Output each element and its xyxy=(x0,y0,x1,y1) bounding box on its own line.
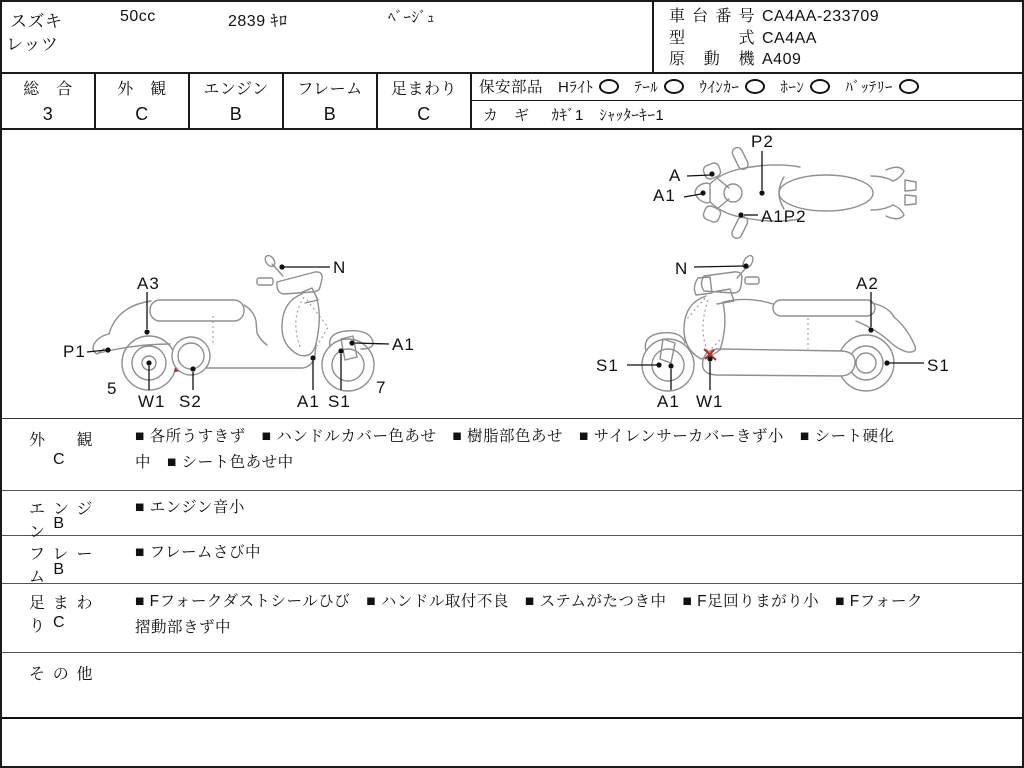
mark-label-a3: A3 xyxy=(137,274,160,293)
grade-engine xyxy=(190,72,284,130)
body-color: ﾍﾞｰｼﾞｭ xyxy=(388,9,436,26)
section-exterior-grade: C xyxy=(52,451,66,468)
chassis-number-value: CA4AA-233709 xyxy=(762,8,880,25)
displacement: 50cc xyxy=(120,8,156,25)
safety-item-winker xyxy=(699,76,765,97)
model-type-row xyxy=(669,28,1020,50)
ok-circle-icon xyxy=(810,79,830,94)
right-side-labels xyxy=(63,258,415,411)
section-undercarriage-grade: C xyxy=(52,614,66,631)
mark-label-n: N xyxy=(333,258,347,277)
header xyxy=(2,2,1022,74)
ok-circle-icon xyxy=(599,79,619,94)
safety-item-battery xyxy=(845,76,919,97)
mileage: 2839 ｷﾛ xyxy=(228,13,288,30)
blank-row xyxy=(2,719,1022,764)
safety-item-label: ﾊﾞｯﾃﾘｰ xyxy=(845,78,893,96)
safety-item-tail xyxy=(634,76,684,97)
note-line: ■ エンジン音小 xyxy=(135,499,245,516)
mark-label-7: 7 xyxy=(376,378,387,397)
section-frame-label: フレーム xyxy=(29,546,93,586)
section-exterior-notes xyxy=(135,424,1012,476)
section-frame xyxy=(2,536,1022,584)
section-frame-grade: B xyxy=(53,561,65,578)
grade-engine-label: エンジン xyxy=(203,81,269,98)
vehicle-id-block xyxy=(652,2,1020,72)
safety-parts-row xyxy=(472,72,1022,101)
section-exterior xyxy=(2,419,1022,491)
mark-label-a1-front: A1 xyxy=(392,335,415,354)
section-other xyxy=(2,653,1022,719)
grade-exterior-value: C xyxy=(135,104,149,124)
scooter-right-side-drawing xyxy=(63,254,415,411)
engine-number-row xyxy=(669,49,1020,71)
safety-parts-label: 保安部品 xyxy=(479,79,544,96)
section-exterior-label: 外 観 xyxy=(29,432,93,449)
mark-label-5: 5 xyxy=(107,379,118,398)
section-undercarriage xyxy=(2,584,1022,653)
section-other-label: その他 xyxy=(29,666,93,683)
mark-label-n: N xyxy=(675,259,689,278)
mark-label-a1p2: A1P2 xyxy=(761,207,807,226)
grade-undercarriage-label: 足まわり xyxy=(390,81,457,98)
engine-number-value: A409 xyxy=(762,51,802,68)
section-engine-grade: B xyxy=(53,515,65,532)
key-label: カ ギ xyxy=(483,106,530,124)
mark-label-a2: A2 xyxy=(856,274,879,293)
grade-engine-value: B xyxy=(229,104,243,124)
mark-label-s1: S1 xyxy=(328,392,351,411)
chassis-number-label: 車台番号 xyxy=(669,8,755,25)
safety-item-label: Hﾗｲﾄ xyxy=(558,78,594,96)
grade-frame-value: B xyxy=(323,104,337,124)
left-side-labels xyxy=(596,259,950,411)
safety-item-label: ﾎｰﾝ xyxy=(780,78,805,96)
mark-label-w1: W1 xyxy=(138,392,166,411)
key-value: ｶｷﾞ1 ｼｬｯﾀｰｷｰ1 xyxy=(551,106,665,124)
mark-label-a: A xyxy=(669,166,682,185)
damage-diagram-area xyxy=(2,130,1022,419)
safety-item-horn xyxy=(780,76,830,97)
scooter-top-view-drawing xyxy=(653,132,916,240)
section-engine-notes xyxy=(135,495,1012,521)
grade-overall xyxy=(2,72,96,130)
section-undercarriage-notes xyxy=(135,589,1012,641)
safety-item-label: ﾃｰﾙ xyxy=(634,78,659,96)
mark-label-a1: A1 xyxy=(653,186,676,205)
safety-item-headlight xyxy=(558,76,619,97)
grade-frame xyxy=(284,72,378,130)
note-line: 中 ■ シート色あせ中 xyxy=(135,454,294,471)
section-engine-label: エンジン xyxy=(29,501,93,541)
grade-undercarriage-value: C xyxy=(417,104,431,124)
grade-overall-label: 総 合 xyxy=(23,81,73,98)
safety-item-label: ｳｲﾝｶｰ xyxy=(699,78,740,96)
mark-label-s1-front: S1 xyxy=(596,356,619,375)
mark-label-p2: P2 xyxy=(751,132,774,151)
note-line: 摺動部きず中 xyxy=(135,619,232,636)
damage-diagram-svg xyxy=(2,130,1022,418)
ok-circle-icon xyxy=(745,79,765,94)
model-type-label: 型 式 xyxy=(669,29,755,47)
grade-exterior-label: 外 観 xyxy=(117,81,167,98)
condition-sections xyxy=(2,419,1022,764)
note-line: ■ 各所うすきず ■ ハンドルカバー色あせ ■ 樹脂部色あせ ■ サイレンサーカバーきず小 ■ シート硬化 xyxy=(135,428,895,445)
mark-label-s1-rear: S1 xyxy=(927,356,950,375)
mark-label-a1: A1 xyxy=(297,392,320,411)
model-type-value: CA4AA xyxy=(762,29,817,47)
ok-circle-icon xyxy=(664,79,684,94)
chassis-number-row xyxy=(669,6,1020,28)
section-undercarriage-label: 足まわり xyxy=(29,595,93,635)
note-line: ■ フレームさび中 xyxy=(135,544,262,561)
grade-undercarriage xyxy=(378,72,472,130)
grade-summary-row xyxy=(2,72,472,130)
note-line: ■ Fフォークダストシールひび ■ ハンドル取付不良 ■ ステムがたつき中 ■ F足回りまがり小 ■ Fフォーク xyxy=(135,593,923,610)
mark-label-a1: A1 xyxy=(657,392,680,411)
mark-label-s2: S2 xyxy=(179,392,202,411)
maker-name: スズキ xyxy=(10,12,63,31)
ok-circle-icon xyxy=(899,79,919,94)
section-frame-notes xyxy=(135,540,1012,566)
mark-label-w1: W1 xyxy=(696,392,724,411)
grade-exterior xyxy=(96,72,190,130)
grade-frame-label: フレーム xyxy=(297,81,363,98)
section-engine xyxy=(2,491,1022,541)
safety-parts-box xyxy=(472,72,1022,130)
grade-overall-value: 3 xyxy=(42,104,54,124)
model-name: レッツ xyxy=(6,35,59,54)
engine-number-label: 原動機 xyxy=(669,51,755,68)
scooter-left-side-drawing xyxy=(596,254,950,411)
mark-label-p1: P1 xyxy=(63,342,86,361)
key-row xyxy=(472,101,1022,127)
